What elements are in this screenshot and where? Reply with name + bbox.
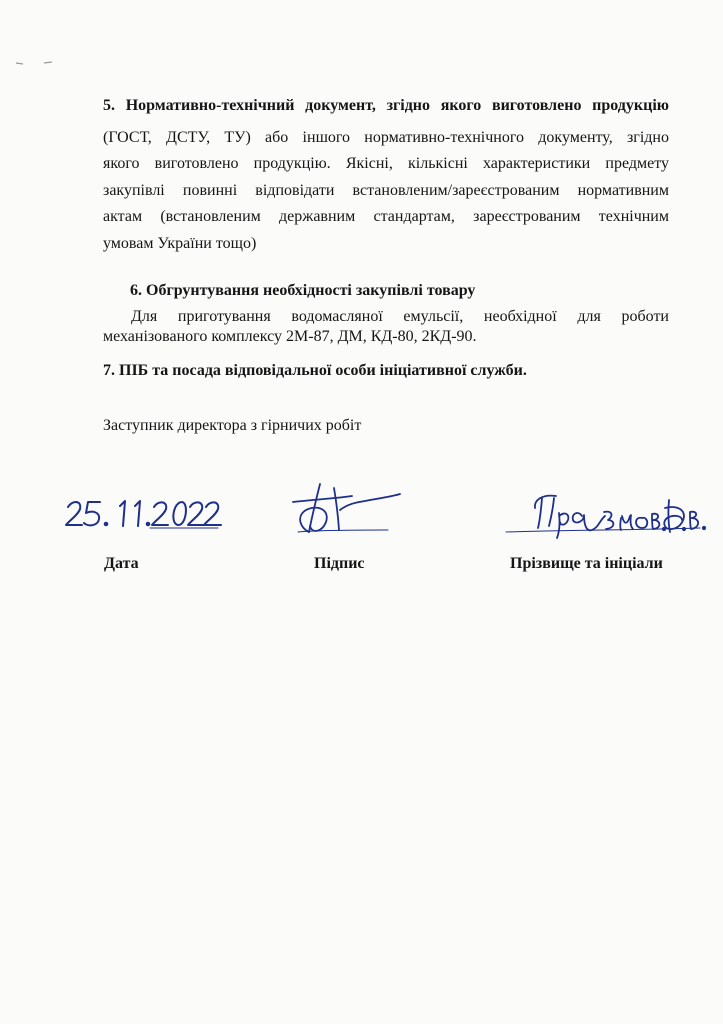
handwritten-date <box>66 501 221 528</box>
signature-row <box>0 480 723 590</box>
section-5-body <box>103 125 669 257</box>
section-6-line: Для приготування водомасляної емульсії, необхідної для роботи <box>131 308 669 325</box>
section-7-title: 7. ПІБ та посада відповідальної особи ініціативної служби. <box>103 362 527 379</box>
name-initials-label: Прізвище та ініціали <box>510 555 663 572</box>
section-5-line: умовам України тощо) <box>103 234 257 252</box>
section-5-line: (ГОСТ, ДСТУ, ТУ) або іншого нормативно-технічного документу, згідно <box>103 129 669 146</box>
handwritten-name <box>506 496 705 538</box>
section-5-line: актам (встановленим державним стандартам, зареєстрованим технічним <box>103 208 669 226</box>
section-6-body <box>103 307 669 347</box>
section-5-line: закупівлі повинні відповідати встановленим/зареєстрованим нормативним <box>103 181 669 199</box>
section-6-line: механізованого комплексу 2М-87, ДМ, КД-80, 2КД-90. <box>103 328 477 345</box>
position-text: Заступник директора з гірничих робіт <box>103 417 362 434</box>
signature-label: Підпис <box>314 555 365 572</box>
section-5-line: якого виготовлено продукцію. Якісні, кількісні характеристики предмету <box>103 155 669 173</box>
signature-scribble <box>293 484 400 532</box>
section-5-title: 5. Нормативно-технічний документ, згідно якого виготовлено продукцію <box>103 97 669 114</box>
scan-artifact-mark <box>14 60 54 66</box>
date-label: Дата <box>104 555 139 572</box>
section-6-title: 6. Обгрунтування необхідності закупівлі товару <box>130 282 476 299</box>
